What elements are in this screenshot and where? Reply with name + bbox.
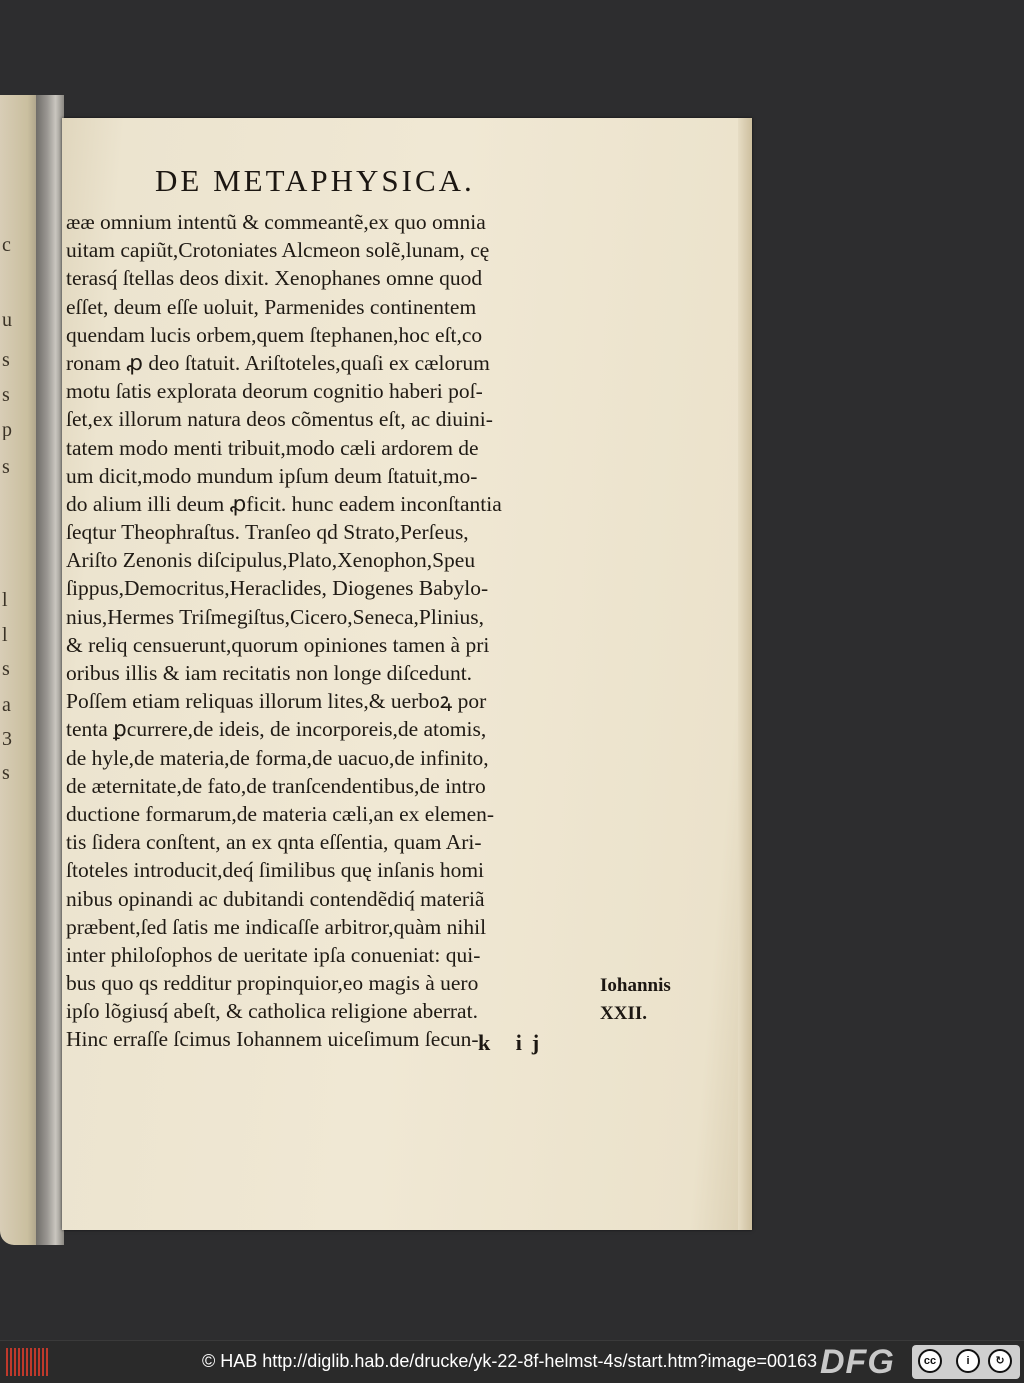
text-line: ſet,ex illorum natura deos cõmentus eſt, ac diuini- [66,407,493,432]
text-line: motu ſatis explorata deorum cognitio haberi poſ- [66,379,483,404]
text-line: Poſſem etiam reliquas illorum lites,& uerboꝝ por [66,689,487,714]
text-line: inter philoſophos de ueritate ipſa conueniat: qui- [66,942,481,967]
text-line: um dicit,modo mundum ipſum deum ſtatuit,mo- [66,463,478,488]
text-line: uitam capiũt,Crotoniates Alcmeon solẽ,lunam, cę [66,238,490,263]
text-line: præbent,ſed ſatis me indicaſſe arbitror,quàm nihil [66,914,487,939]
text-line: bus quo qs redditur propinquior,eo magis à uero [66,971,479,996]
text-line: & reliq censuerunt,quorum opiniones tamen à pri [66,632,490,657]
by-icon: i [956,1349,980,1373]
text-line: oribus illis & iam recitatis non longe diſcedunt. [66,661,473,685]
text-line: Ariſto Zenonis diſcipulus,Plato,Xenophon,Speu [66,548,476,573]
text-line: de æternitate,de fato,de tranſcendentibus,de intro [66,773,486,798]
signature-mark: k ij [478,1030,550,1055]
viewer-footer [0,1340,1024,1383]
text-line: ductione formarum,de materia cæli,an ex elemen- [66,801,495,826]
barcode-icon [6,1348,48,1376]
text-line: quendam lucis orbem,quem ſtephanen,hoc eſt,co [66,322,483,347]
cc-icon: cc [918,1349,942,1373]
page-edge [738,118,752,1230]
copyright-link[interactable]: © HAB http://diglib.hab.de/drucke/yk-22-8f-helmst-4s/start.htm?image=00163 [202,1351,818,1371]
dfg-logo: DFG [820,1343,895,1381]
book-gutter [36,95,64,1245]
text-line: ææ omnium intentũ & commeantẽ,ex quo omnia [66,210,486,234]
text-line: terasq́ ſtellas deos dixit. Xenophanes omne quod [66,266,483,291]
marginal-note-line: Iohannis [600,975,671,996]
body-text [66,208,606,1054]
cc-license-icon[interactable] [912,1345,1020,1379]
previous-page-edge: c u s s p s l l s a 3 s [0,95,46,1245]
text-line: eſſet, deum eſſe uoluit, Parmenides continentem [66,294,477,319]
text-line: tenta ꝑcurrere,de ideis, de incorporeis,de atomis, [66,717,487,742]
sa-icon: ↻ [988,1349,1012,1373]
text-line: ronam ꝓ deo ſtatuit. Ariſtoteles,quaſi ex cælorum [66,350,490,375]
running-head: DE METAPHYSICA. [155,163,475,198]
text-line: nius,Hermes Triſmegiſtus,Cicero,Seneca,Plinius, [66,604,485,629]
text-line: nibus opinandi ac dubitandi contendẽdiq́ materiã [66,886,485,911]
text-line: ſtoteles introducit,deq́ ſimilibus quę inſanis homi [66,858,485,883]
text-line: tatem modo menti tribuit,modo cæli ardorem de [66,435,479,460]
text-line: de hyle,de materia,de forma,de uacuo,de infinito, [66,745,489,770]
text-line: ipſo lõgiusq́ abeſt, & catholica religione aberrat. [66,999,478,1024]
marginal-note-line: XXII. [600,1003,647,1024]
text-line: ſeqtur Theophraſtus. Tranſeo qd Strato,Perſeus, [66,520,469,545]
text-line: do alium illi deum ꝓficit. hunc eadem inconſtantia [66,491,502,516]
text-line: tis ſidera conſtent, an ex qnta eſſentia, quam Ari- [66,830,482,855]
text-line: ſippus,Democritus,Heraclides, Diogenes Babylo- [66,576,489,601]
text-line: Hinc erraſſe ſcimus Iohannem uiceſimum ſecun- [66,1027,479,1052]
marginal-note [600,972,671,1028]
